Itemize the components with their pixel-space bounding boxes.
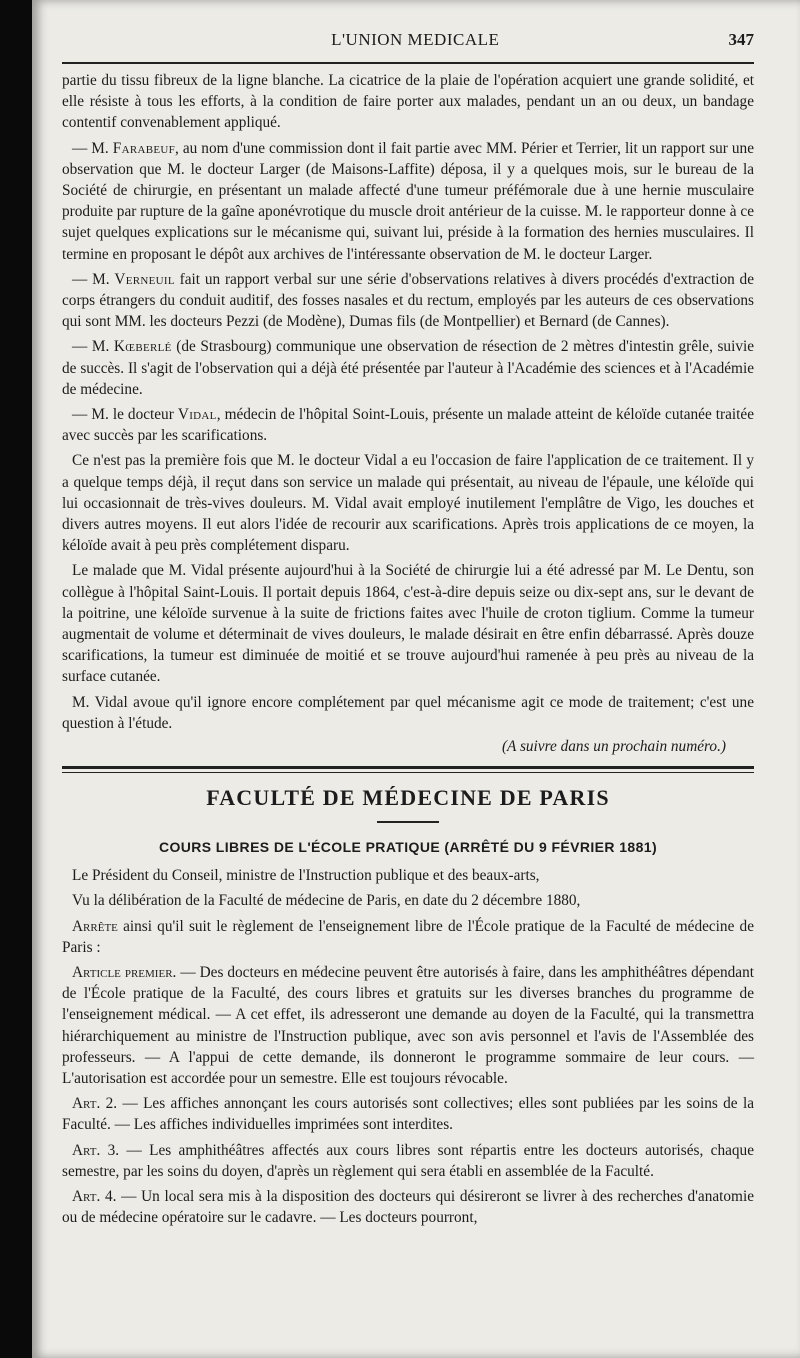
speaker-name: Vidal: [177, 406, 217, 424]
header-rule: [62, 62, 754, 64]
journal-page: [32, 0, 800, 1358]
section-title: FACULTÉ DE MÉDECINE DE PARIS: [206, 785, 610, 811]
article-label: Article premier.: [72, 963, 177, 981]
paragraph: [62, 692, 754, 734]
paragraph: [62, 138, 754, 265]
paragraph-text: — Des docteurs en médecine peuvent être autorisés à faire, dans les amphithéâtres dépendant de l'École pratique de la Faculté, des cours libres et gratuits sur les diverses branches du programme de l'enseignement médical. — A cet effet, ils adresseront une demande au doyen de la Faculté, qui la transmettra hiérarchiquement au ministre de l'Instruction publique, avec son avis personnel et l'avis de l'Assemblée des professeurs. — A l'appui de cette demande, ils donneront le programme sommaire de leur cours. — L'autorisation est accordée pour un semestre. Elle est toujours révocable.: [62, 963, 754, 1087]
article-label: Arrête: [72, 917, 118, 935]
paragraph: [62, 1186, 754, 1228]
paragraph: [62, 1093, 754, 1135]
page-content: [62, 30, 754, 1232]
paragraph-text: Ce n'est pas la première fois que M. le docteur Vidal a eu l'occasion de faire l'application de ce traitement. Il y a quelque temps déjà, il reçut dans son service un malade qui présentait, au niveau de l'épaule, une kéloïde qui lui occasionnait de très-vives douleurs. M. Vidal avait employé inutilement l'emplâtre de Vigo, les douches et divers autres moyens. Il eut alors l'idée de recourir aux scarifications. Après trois applications de ce moyen, la kéloïde avait à peu près complétement disparu.: [62, 452, 754, 555]
paragraph-text: fait un rapport verbal sur une série d'observations relatives à divers procédés d'extraction de corps étrangers du conduit auditif, des fosses nasales et du rectum, employés par les auteurs de ces observations qui sont MM. les docteurs Pezzi (de Modène), Dumas fils (de Montpellier) et Bernard (de Cannes).: [62, 270, 754, 331]
article-label: Art. 3.: [72, 1141, 120, 1159]
paragraph-text: Le malade que M. Vidal présente aujourd'hui à la Société de chirurgie lui a été adressé par M. Le Dentu, son collègue à l'hôpital Saint-Louis. Il portait depuis 1864, c'est-à-dire depuis seize ou dix-sept ans, sur le devant de la poitrine, une kéloïde survenue à la suite de frictions faites avec l'huile de croton tiglium. Comme la tumeur augmentait de volume et déterminait de vives douleurs, le malade désirait en être enfin débarrassé. Après douze scarifications, la tumeur est diminuée de moitié et se trouve aujourd'hui ramenée à peu près au niveau de la surface cutanée.: [62, 562, 754, 686]
paragraph-text: ainsi qu'il suit le règlement de l'enseignement libre de l'École pratique de la Faculté de médecine de Paris :: [62, 917, 754, 956]
paragraph-text: partie du tissu fibreux de la ligne blanche. La cicatrice de la plaie de l'opération acquiert une grande solidité, et elle résiste à tous les efforts, à la condition de faire porter aux malades, pendant un an ou deux, un bandage contentif convenablement appliqué.: [62, 72, 754, 132]
section-divider: [62, 766, 754, 773]
running-title: L'UNION MEDICALE: [331, 30, 500, 49]
paragraph: [62, 962, 754, 1089]
paragraph-text: , au nom d'une commission dont il fait partie avec MM. Périer et Terrier, lit un rapport sur une observation que M. le docteur Larger (de Maisons-Laffite) déposa, il y a quelques mois, sur le bureau de la Société de chirurgie, en présentant un malade affecté d'une tumeur préfémorale due à une hernie musculaire produite par rupture de la gaîne aponévrotique du muscle droit antérieur de la cuisse. M. le rapporteur donne à ce sujet quelques explications sur le mécanisme qui, suivant lui, préside à la formation des hernies musculaires. Il termine en proposant le dépôt aux archives de l'intéressante observation de M. le docteur Larger.: [62, 139, 754, 263]
section-subtitle: COURS LIBRES DE L'ÉCOLE PRATIQUE (ARRÊTÉ DU 9 FÉVRIER 1881): [158, 839, 658, 856]
continuation-note: (A suivre dans un prochain numéro.): [501, 738, 726, 756]
paragraph-text: (de Strasbourg) communique une observation de résection de 2 mètres d'intestin grêle, suivie de succès. Il s'agit de l'observation qui a déjà été présentée par l'auteur à l'Académie des sciences et à l'Académie de médecine.: [62, 338, 755, 398]
running-header: [62, 30, 754, 58]
paragraph: [62, 404, 754, 446]
paragraph-lead-prefix: — M. le docteur: [72, 406, 178, 424]
page-number: 347: [728, 30, 754, 49]
paragraph-text: — Les affiches annonçant les cours autorisés sont collectives; elles sont publiées par les soins de la Faculté. — Les affiches individuelles imprimées sont interdites.: [62, 1095, 754, 1134]
paragraph: [62, 865, 754, 886]
paragraph: [62, 450, 754, 556]
speaker-name: Kœberlé: [113, 338, 172, 356]
paragraph: [62, 70, 754, 134]
paragraph-lead-prefix: — M.: [72, 270, 115, 288]
paragraph: [62, 916, 754, 958]
paragraph-text: — Les amphithéâtres affectés aux cours libres sont répartis entre les docteurs autorisés, chaque semestre, par les soins du doyen, d'après un règlement qui sera établi en assemblée de la Faculté.: [62, 1141, 754, 1180]
paragraph-text: Le Président du Conseil, ministre de l'Instruction publique et des beaux-arts,: [72, 867, 540, 885]
title-underline: [377, 821, 439, 823]
paragraph: [62, 336, 754, 400]
paragraph: [62, 890, 754, 911]
paragraph-text: , médecin de l'hôpital Soint-Louis, présente un malade atteint de kéloïde cutanée traitée avec succès par les scarifications.: [62, 406, 754, 445]
paragraph-lead-prefix: — M.: [72, 338, 114, 356]
article-label: Art. 4.: [72, 1187, 117, 1205]
paragraph: [62, 560, 754, 687]
article-label: Art. 2.: [72, 1095, 118, 1113]
speaker-name: Farabeuf: [112, 139, 176, 157]
paragraph-text: M. Vidal avoue qu'il ignore encore complétement par quel mécanisme agit ce mode de traitement; c'est une question à l'étude.: [62, 693, 754, 732]
paragraph-text: Vu la délibération de la Faculté de médecine de Paris, en date du 2 décembre 1880,: [72, 892, 581, 910]
paragraph-lead-prefix: — M.: [72, 139, 113, 157]
speaker-name: Verneuil: [114, 270, 175, 288]
paragraph: [62, 1140, 754, 1182]
paragraph-text: — Un local sera mis à la disposition des docteurs qui désireront se livrer à des recherches d'anatomie ou de médecine opératoire sur le cadavre. — Les docteurs pourront,: [62, 1187, 754, 1227]
paragraph: [62, 269, 754, 333]
